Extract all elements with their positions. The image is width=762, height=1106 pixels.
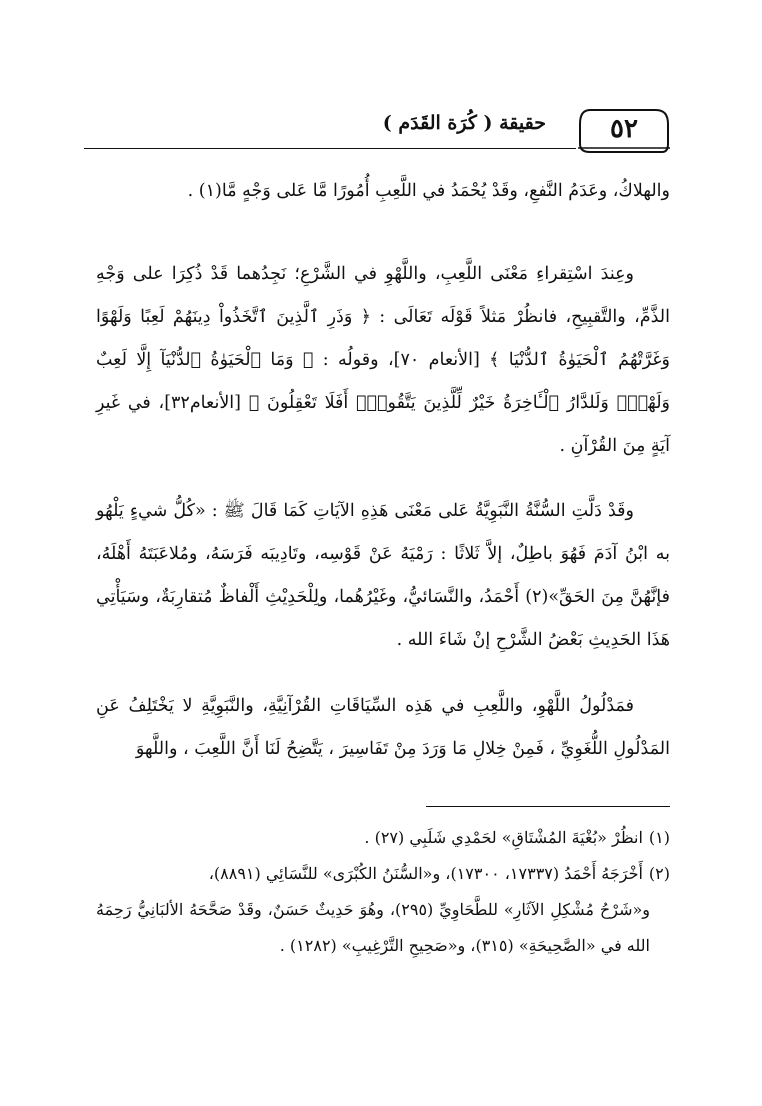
paragraph-1: والهلاكُ، وعَدَمُ النَّفعِ، وقَدْ يُحْمَدُ في اللَّعِبِ أُمُورًا مَّا عَلى وَجْهٍ مَّا(١) . [187,181,670,201]
footnote-1-text: انظُرْ «بُغْيَةَ المُشْتَاقِ» لحَمْدِي شَلَبِي (٢٧) . [364,828,643,847]
footnote-1-number: (١) [648,828,670,847]
page-number: ٥٢ [610,114,638,144]
footnote-2-number: (٢) [648,864,670,883]
running-title: حقيقة ( كُرَة القَدَم ) [382,112,546,134]
footnote-2-text: أَخْرَجَهُ أَحْمَدُ (١٧٣٣٧، ١٧٣٠٠)، و«السُّنَنُ الكُبْرَى» للنَّسَائِي (٨٨٩١)، [208,864,643,883]
paragraph-3: وقَدْ دَلَّتِ السُّنَّةُ النَّبَوِيَّةُ عَلى مَعْنَى هَذِهِ الآيَاتِ كَمَا قَالَ ﷺ : «كُلُّ شيءٍ يَلْهُو به ابْنُ آدَمَ فَهُوَ باطِلٌ، إلاَّ ثَلاثًا : رَمْيَهُ عَنْ قَوْسِه، وتَادِيبَه فَرَسَهُ، ومُلاعَبَتَهُ أَهْلَهُ، فإنَّهُنَّ مِنَ الحَقِّ»(٢) أَحْمَدُ، والنَّسَائيُّ، وغَيْرُهُما، ولِلْحَدِيْثِ أَلْفاظٌ مُتقارِبَةٌ، وسَيَأْتِي هَذَا الحَدِيثِ بَعْضُ الشَّرْحِ إنْ شَاءَ الله . [96,501,670,650]
page-number-frame [576,104,672,156]
page-header [84,104,672,162]
footnote-2 [96,856,670,892]
footnotes [96,820,670,964]
paragraph-4: فمَدْلُولُ اللَّهْوِ، واللَّعِبِ في هَذِه السِّيَاقَاتِ القُرْآنِيَّةِ، والنَّبَوِيَّةِ لا يَخْتَلِفُ عَنِ المَدْلُولِ اللُّغَوِيِّ ، فَمِنْ خِلالِ مَا وَرَدَ مِنْ تَفَاسِيرَ ، يَتَّضِحُ لَنَا أَنَّ اللَّعِبَ ، واللَّهوَ [96,696,670,759]
footnote-separator [426,806,670,807]
header-rule [84,148,576,149]
paragraph-2: وعِندَ اسْتِقراءِ مَعْنَى اللَّعِبِ، واللَّهْوِ في الشَّرْعِ؛ نَجِدُهما قَدْ ذُكِرَا على وَجْهِ الذَّمِّ، والتَّقبِيحِ، فانظُرْ مَثلاً قَوْلَه تَعَالَى : ﴿ وَذَرِ ٱلَّذِينَ ٱتَّخَذُواْ دِينَهُمْ لَعِبًا وَلَهْوًا وَغَرَّتْهُمُ ٱلْحَيَوٰةُ ٱلدُّنْيَا ﴾ [الأنعام ٧٠]، وقولُه : ﴿ وَمَا ٱلْحَيَوٰةُ ٱلدُّنْيَآ إِلَّا لَعِبٌ وَلَهْوٌۖ وَلَلدَّارُ ٱلْـَٔاخِرَةُ خَيْرٌ لِّلَّذِينَ يَتَّقُونَۗ أَفَلَا تَعْقِلُونَ ﴾ [الأنعام٣٢]، في غَيرِ آيَةٍ مِنَ القُرْآنِ . [96,264,671,456]
footnote-1 [96,820,670,856]
footnote-2-continuation: و«شَرْحُ مُشْكِلِ الآثَارِ» للطَّحَاوِيِّ (٢٩٥)، وهُوَ حَدِيثٌ حَسَنٌ، وقَدْ صَحَّحَهُ الألبَانِيُّ رَحِمَهُ الله في «الصَّحِيحَةِ» (٣١٥)، و«صَحِيحِ التَّرْغِيبِ» (١٢٨٢) . [96,900,651,955]
